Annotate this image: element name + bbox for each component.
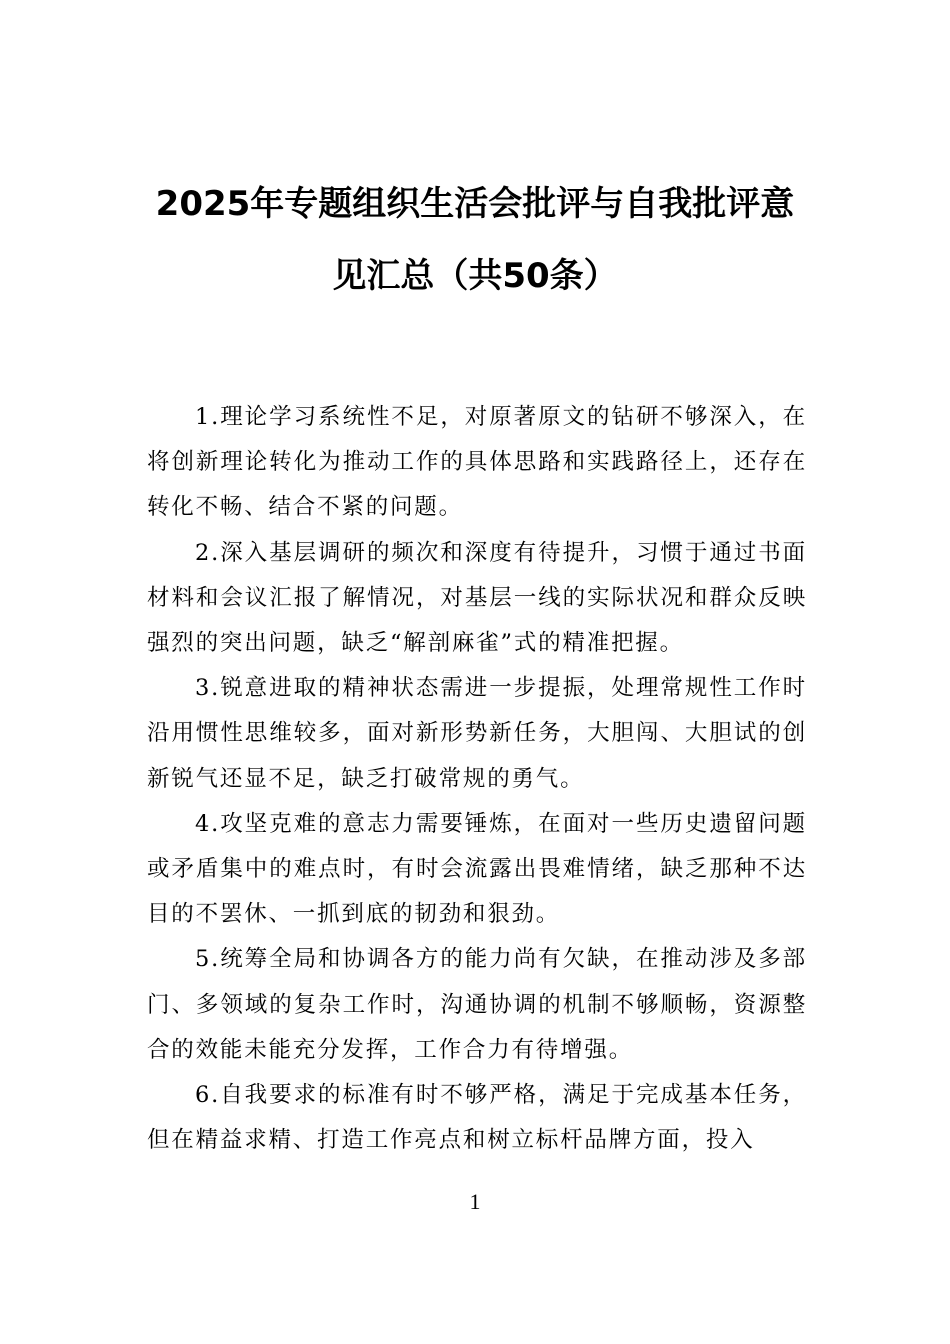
document-body	[147, 395, 807, 1163]
paragraph-4: 4.攻坚克难的意志力需要锤炼，在面对一些历史遗留问题或矛盾集中的难点时，有时会流露出畏难情绪，缺乏那种不达目的不罢休、一抓到底的韧劲和狠劲。	[147, 810, 807, 928]
paragraph-2: 2.深入基层调研的频次和深度有待提升，习惯于通过书面材料和会议汇报了解情况，对基层一线的实际状况和群众反映强烈的突出问题，缺乏“解剖麻雀”式的精准把握。	[147, 539, 807, 657]
page-number: 1	[469, 1189, 481, 1214]
paragraph-5: 5.统筹全局和协调各方的能力尚有欠缺，在推动涉及多部门、多领域的复杂工作时，沟通协调的机制不够顺畅，资源整合的效能未能充分发挥，工作合力有待增强。	[147, 946, 807, 1063]
title-line-2: 见汇总（共50条）	[332, 256, 618, 296]
paragraph-6: 6.自我要求的标准有时不够严格，满足于完成基本任务，但在精益求精、打造工作亮点和树立标杆品牌方面，投入	[147, 1082, 807, 1154]
title-line-1: 2025年专题组织生活会批评与自我批评意	[155, 184, 795, 224]
paragraph-1: 1.理论学习系统性不足，对原著原文的钻研不够深入，在将创新理论转化为推动工作的具体思路和实践路径上，还存在转化不畅、结合不紧的问题。	[147, 404, 807, 521]
document-title	[0, 168, 950, 312]
paragraph-3: 3.锐意进取的精神状态需进一步提振，处理常规性工作时沿用惯性思维较多，面对新形势新任务，大胆闯、大胆试的创新锐气还显不足，缺乏打破常规的勇气。	[147, 675, 807, 792]
